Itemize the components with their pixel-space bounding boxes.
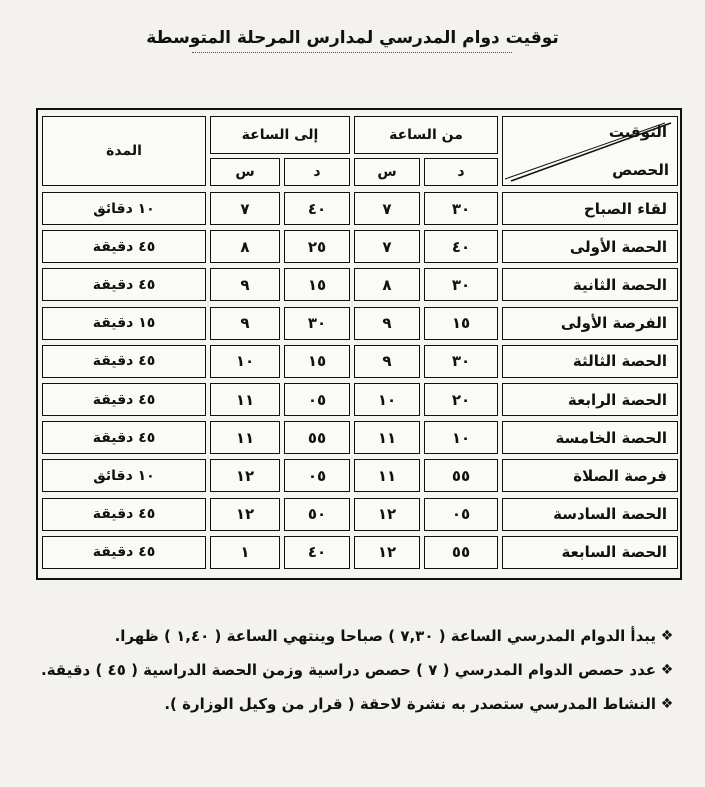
to-hour-cell: ٩ — [210, 307, 280, 340]
duration-cell: ٤٥ دقيقة — [42, 268, 206, 301]
from-hour-cell: ٧ — [354, 230, 420, 263]
to-hour-cell: ٨ — [210, 230, 280, 263]
to-hour-cell: ١١ — [210, 421, 280, 454]
from-hour-cell: ١٢ — [354, 498, 420, 531]
period-name: لقاء الصباح — [502, 192, 678, 225]
from-minute-cell: ٠٥ — [424, 498, 498, 531]
duration-cell: ١٥ دقيقة — [42, 307, 206, 340]
from-hour-cell: ٩ — [354, 345, 420, 378]
duration-cell: ٤٥ دقيقة — [42, 345, 206, 378]
to-minute-cell: ٣٠ — [284, 307, 350, 340]
to-hour-cell: ١٢ — [210, 459, 280, 492]
from-minute-cell: ١٠ — [424, 421, 498, 454]
from-hour-label: س — [354, 158, 420, 186]
schedule-table — [36, 108, 682, 580]
to-minute-cell: ٠٥ — [284, 383, 350, 416]
duration-cell: ١٠ دقائق — [42, 459, 206, 492]
note-text: النشاط المدرسي ستصدر به نشرة لاحقة ( قرار من وكيل الوزارة ). — [164, 695, 656, 713]
note-text: يبدأ الدوام المدرسي الساعة ( ٧,٣٠ ) صباحا وينتهي الساعة ( ١,٤٠ ) ظهرا. — [114, 627, 656, 645]
period-name: فرصة الصلاة — [502, 459, 678, 492]
from-hour-cell: ١٠ — [354, 383, 420, 416]
to-hour-cell: ١٢ — [210, 498, 280, 531]
from-minute-label: د — [424, 158, 498, 186]
to-hour-cell: ٩ — [210, 268, 280, 301]
to-minute-cell: ٤٠ — [284, 536, 350, 569]
from-minute-cell: ١٥ — [424, 307, 498, 340]
period-name: الحصة الثالثة — [502, 345, 678, 378]
to-hour-cell: ١٠ — [210, 345, 280, 378]
note-item — [30, 656, 678, 684]
duration-cell: ٤٥ دقيقة — [42, 383, 206, 416]
note-item — [30, 690, 678, 718]
to-minute-cell: ٥٠ — [284, 498, 350, 531]
from-hour-cell: ١١ — [354, 421, 420, 454]
to-hour-cell: ٧ — [210, 192, 280, 225]
from-time-header: من الساعة — [354, 116, 498, 154]
from-minute-cell: ٥٥ — [424, 536, 498, 569]
duration-cell: ٤٥ دقيقة — [42, 498, 206, 531]
to-time-header: إلى الساعة — [210, 116, 350, 154]
duration-header: المدة — [42, 116, 206, 186]
note-text: عدد حصص الدوام المدرسي ( ٧ ) حصص دراسية وزمن الحصة الدراسية ( ٤٥ ) دقيقة. — [41, 661, 656, 679]
from-hour-cell: ٧ — [354, 192, 420, 225]
duration-cell: ١٠ دقائق — [42, 192, 206, 225]
to-minute-cell: ٠٥ — [284, 459, 350, 492]
bullet-icon: ❖ — [660, 662, 674, 678]
period-name: الحصة الأولى — [502, 230, 678, 263]
from-minute-cell: ٥٥ — [424, 459, 498, 492]
to-hour-cell: ١ — [210, 536, 280, 569]
period-name: الحصة الخامسة — [502, 421, 678, 454]
page-title: توقيت دوام المدرسي لمدارس المرحلة المتوسطة — [146, 28, 559, 48]
to-minute-cell: ٥٥ — [284, 421, 350, 454]
corner-bottom-label: الحصص — [612, 161, 669, 179]
to-minute-cell: ٢٥ — [284, 230, 350, 263]
from-minute-cell: ٢٠ — [424, 383, 498, 416]
from-hour-cell: ١٢ — [354, 536, 420, 569]
from-hour-cell: ٩ — [354, 307, 420, 340]
period-name: الحصة الرابعة — [502, 383, 678, 416]
from-minute-cell: ٣٠ — [424, 345, 498, 378]
notes-section — [30, 622, 678, 724]
period-name: الحصة السابعة — [502, 536, 678, 569]
duration-cell: ٤٥ دقيقة — [42, 421, 206, 454]
from-minute-cell: ٤٠ — [424, 230, 498, 263]
period-name: الفرصة الأولى — [502, 307, 678, 340]
to-minute-cell: ١٥ — [284, 345, 350, 378]
to-minute-cell: ١٥ — [284, 268, 350, 301]
corner-header — [502, 116, 678, 186]
duration-cell: ٤٥ دقيقة — [42, 536, 206, 569]
bullet-icon: ❖ — [660, 696, 674, 712]
corner-top-label: التوقيت — [608, 123, 667, 141]
bullet-icon: ❖ — [660, 628, 674, 644]
to-minute-cell: ٤٠ — [284, 192, 350, 225]
to-minute-label: د — [284, 158, 350, 186]
period-name: الحصة الثانية — [502, 268, 678, 301]
from-minute-cell: ٣٠ — [424, 268, 498, 301]
from-hour-cell: ١١ — [354, 459, 420, 492]
title-underline — [192, 52, 512, 53]
note-item — [30, 622, 678, 650]
from-hour-cell: ٨ — [354, 268, 420, 301]
to-hour-label: س — [210, 158, 280, 186]
duration-cell: ٤٥ دقيقة — [42, 230, 206, 263]
to-hour-cell: ١١ — [210, 383, 280, 416]
period-name: الحصة السادسة — [502, 498, 678, 531]
from-minute-cell: ٣٠ — [424, 192, 498, 225]
